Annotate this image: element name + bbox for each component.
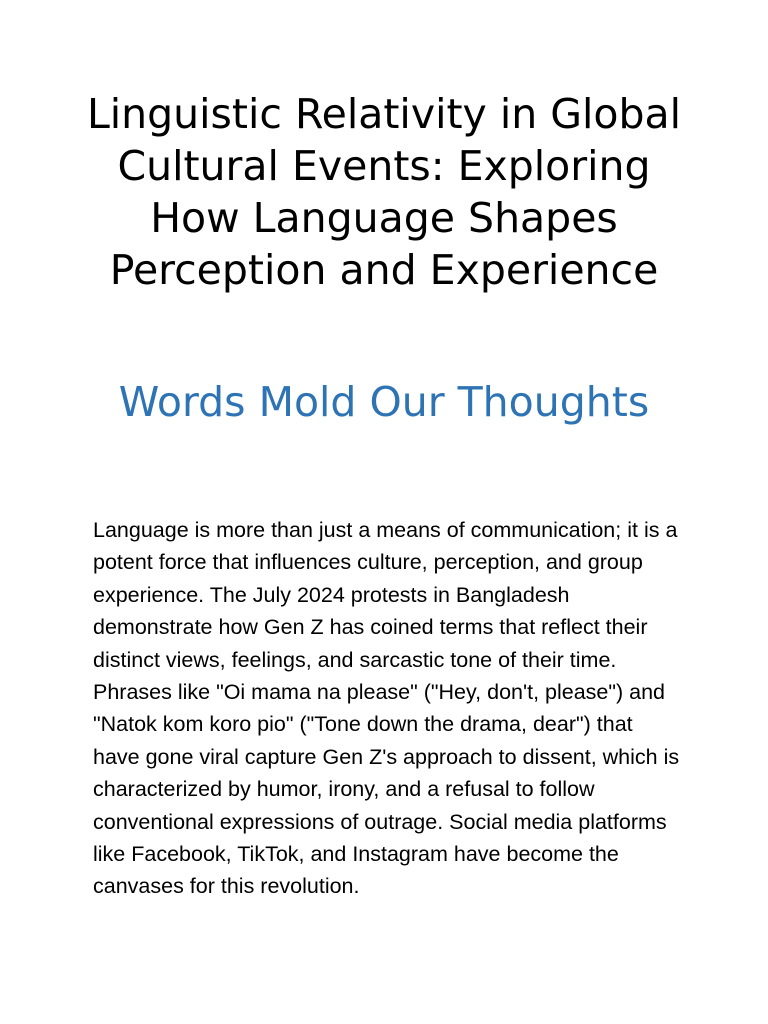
- document-title: Linguistic Relativity in Global Cultural Events: Exploring How Language Shapes Perception and Experience: [86, 90, 682, 294]
- section-heading: Words Mold Our Thoughts: [118, 378, 650, 426]
- body-paragraph: Language is more than just a means of communication; it is a potent force that influences culture, perception, and group experience. The July 2024 protests in Bangladesh demonstrate how Gen Z has coined terms that reflect their distinct views, feelings, and sarcastic tone of their time. Phrases like "Oi mama na please" ("Hey, don't, please") and "Natok kom koro pio" ("Tone down the drama, dear") that have gone viral capture Gen Z's approach to dissent, which is characterized by humor, irony, and a refusal to follow conventional expressions of outrage. Social media platforms like Facebook, TikTok, and Instagram have become the canvases for this revolution.: [93, 518, 680, 899]
